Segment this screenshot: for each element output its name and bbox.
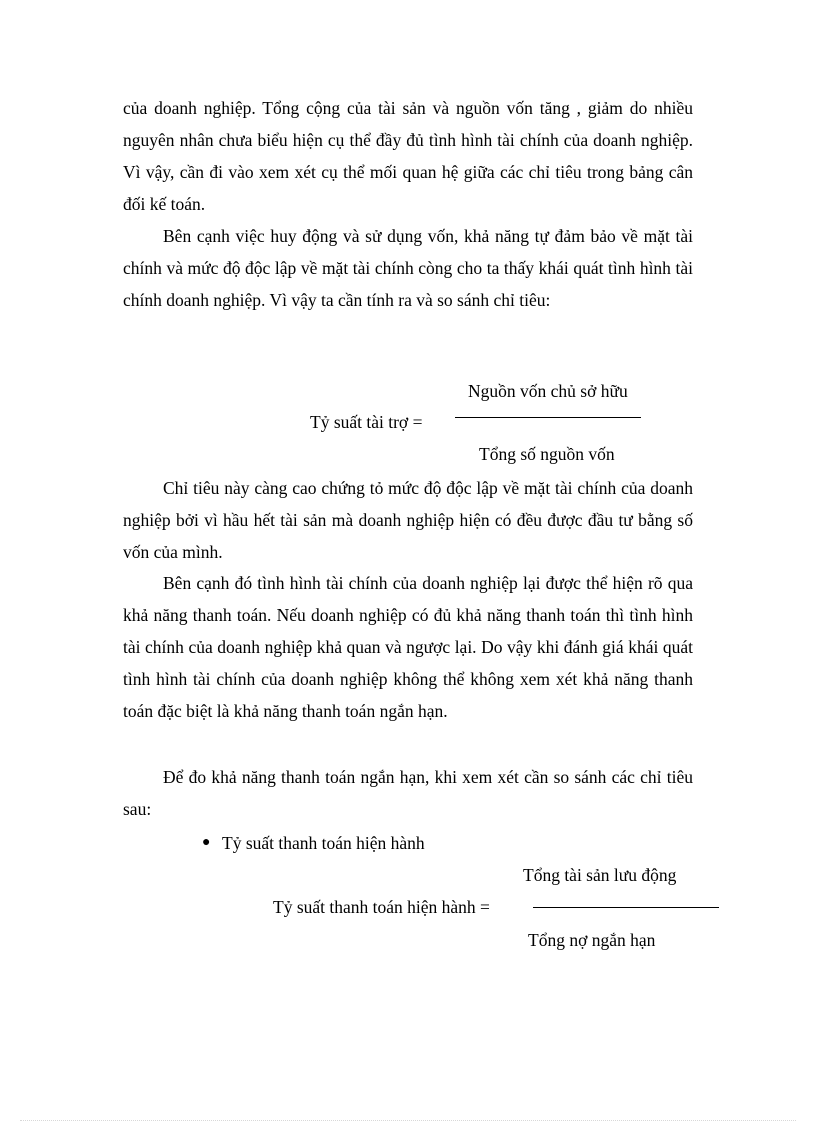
- bullet-item: Tỷ suất thanh toán hiện hành: [222, 833, 425, 853]
- formula-2-denominator: Tổng nợ ngắn hạn: [528, 930, 656, 950]
- paragraph-1: của doanh nghiệp. Tổng cộng của tài sản và nguồn vốn tăng , giảm do nhiều nguyên nhân chưa biểu hiện cụ thể đầy đủ tình hình tài chính của doanh nghiệp. Vì vậy, cần đi vào xem xét cụ thể mối quan hệ giữa các chỉ tiêu trong bảng cân đối kế toán.: [123, 98, 693, 214]
- formula-2-label: Tỷ suất thanh toán hiện hành =: [273, 897, 490, 917]
- paragraph-5: Để đo khả năng thanh toán ngắn hạn, khi xem xét cần so sánh các chỉ tiêu sau:: [123, 767, 693, 819]
- page-bottom-border: [20, 1120, 796, 1121]
- formula-2-fraction-line: [533, 907, 719, 908]
- formula-2-numerator: Tổng tài sản lưu động: [523, 865, 677, 885]
- paragraph-4: Bên cạnh đó tình hình tài chính của doanh nghiệp lại được thể hiện rõ qua khả năng thanh toán. Nếu doanh nghiệp có đủ khả năng thanh toán thì tình hình tài chính của doanh nghiệp khả quan và ngược lại. Do vậy khi đánh giá khái quát tình hình tài chính của doanh nghiệp không thể không xem xét khả năng thanh toán đặc biệt là khả năng thanh toán ngắn hạn.: [123, 573, 693, 721]
- paragraph-2: Bên cạnh việc huy động và sử dụng vốn, khả năng tự đảm bảo về mặt tài chính và mức độ độc lập về mặt tài chính còng cho ta thấy khái quát tình hình tài chính doanh nghiệp. Vì vậy ta cần tính ra và so sánh chỉ tiêu:: [123, 226, 693, 310]
- formula-1-denominator: Tổng số nguồn vốn: [479, 444, 615, 464]
- paragraph-3: Chỉ tiêu này càng cao chứng tỏ mức độ độc lập về mặt tài chính của doanh nghiệp bởi vì hầu hết tài sản mà doanh nghiệp hiện có đều được đầu tư bằng số vốn của mình.: [123, 478, 693, 562]
- formula-1-label: Tỷ suất tài trợ =: [310, 412, 423, 432]
- formula-1-numerator: Nguồn vốn chủ sở hữu: [468, 381, 628, 401]
- formula-1-fraction-line: [455, 417, 641, 418]
- bullet-dot-icon: ●: [202, 835, 211, 850]
